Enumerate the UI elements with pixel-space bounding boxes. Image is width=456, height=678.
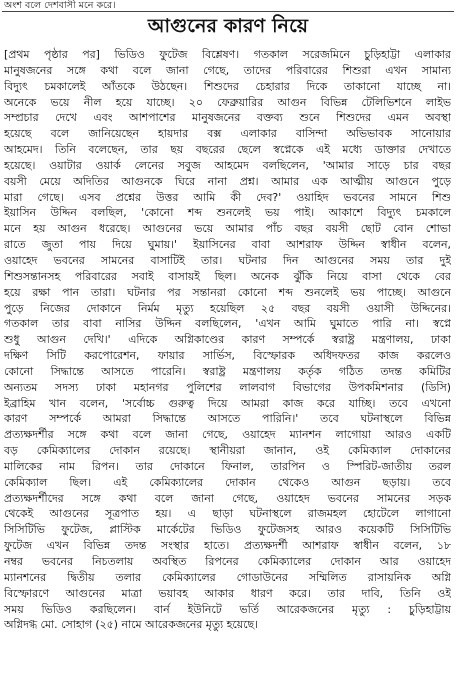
article-line: অগ্নিদগ্ধ মো. সোহাগ (২৫) নামে আরেকজনের মৃত্যু হয়েছে। xyxy=(4,618,258,632)
article-line: কারণ সম্পর্কে আমরা সিদ্ধান্তে আসতে পারিনি।' তবে ঘটনাস্থলে বিভিন্ন xyxy=(4,412,451,426)
article-line: ওয়াহেদ ভবনের সামনের বাসাটিই তার। ঘটনার দিন আগুনের সময় তার দুই xyxy=(4,253,451,267)
article-line: ইব্রাহিম খান বলেন, 'সর্বোচ্চ গুরুত্ব দিয়ে আমরা কাজ করে যাচ্ছি। তবে এখনো xyxy=(4,396,451,410)
article-headline: আগুনের কারণ নিয়ে xyxy=(147,15,309,37)
article-line: নম্বর ভবনের নিচতলায় অবস্থিত রিপনের কেমিক্যালের দোকান আর ওয়াহেদ xyxy=(4,555,451,568)
article-line: মানুষজনের সঙ্গে কথা বলে জানা গেছে, তাদের পরিবারের শিশুরা এখন সামান্য xyxy=(4,63,451,77)
article-line: সময় ভিডিও করছিলেন। বার্ন ইউনিটে ভর্তি আরেকজনের মৃত্যু : চুড়িহাট্টায় xyxy=(4,602,451,616)
article-line: [প্রথম পৃষ্ঠার পর] ভিডিও ফুটেজ বিশ্লেষণ। গতকাল সরেজমিনে চুড়িহাট্টা এলাকার xyxy=(4,48,451,61)
article-line: শুধু আগুন দেখি।' এদিকে অগ্নিকাণ্ডের কারণ সম্পর্কে স্বরাষ্ট্র মন্ত্রণালয়, ঢাকা xyxy=(4,333,451,347)
article-line: বয়সী মেয়ে অদিতির আগুনকে ঘিরে নানা প্রশ্ন। আমার এক আত্মীয় আগুনে পুড়ে xyxy=(4,174,451,188)
previous-article-fragment: অংশ বলে দেশবাসী মনে করে। xyxy=(4,0,116,11)
article-line: পুড়ে নিজের দোকানে নির্মম মৃত্যু হয়েছিল ২৫ বছর বয়সী ওয়াসী উদ্দিনের। xyxy=(4,301,451,315)
article-line: অনেকে ভয়ে নীল হয়ে যাচ্ছে। ২০ ফেব্রুয়ারির আগুন বিভিন্ন টেলিভিশনে লাইভ xyxy=(4,95,451,109)
article-line: আহমেদ। তিনি বলেছেন, তার ছয় বছরের ছেলে স্বপ্নেকে এই মধ্যে ডাক্তার দেখাতে xyxy=(4,143,451,157)
article-line: মারা গেছে। এসব প্রশ্নের উত্তর আমি কী দেব?' ওয়াহিদ ভবনের সামনে শিশু xyxy=(4,190,451,204)
article-line: বড় কেমিক্যালের দোকান রয়েছে। স্থানীয়রা জানান, ওই কেমিক্যাল দোকানের xyxy=(4,444,451,458)
article-line: মালিকের নাম রিপন। তার দোকানে ফিনাল, তারপিন ও স্পিরিট-জাতীয় তরল xyxy=(4,459,451,473)
article-line: বিদ্যুৎ চমকালেই আঁতকে উঠছেন। শিশুদের চেহারার দিকে তাকানো যাচ্ছে না। xyxy=(4,79,451,93)
article-line: থেকেই আগুনের সূত্রপাত হয়। এ ছাড়া ঘটনাস্থলে রাজমহল হোটেলে লাগানো xyxy=(4,507,451,521)
article-line: প্রত্যক্ষদর্শীর সঙ্গে কথা বলে জানা গেছে, ওয়াহেদ ম্যানশন লাগোয়া আরও একটি xyxy=(4,428,451,442)
article-line: কেমিক্যাল ছিল। এই কেমিক্যালের দোকান থেকেও আগুন ছড়ায়। তবে xyxy=(4,475,451,489)
headline-block xyxy=(0,12,456,44)
article-line: রাতে জুতা পায় দিয়ে ঘুমায়।' ইয়াসিনের বাবা আশরাফ উদ্দিন স্বাধীন বলেন, xyxy=(4,238,451,252)
article-line: শিশুসন্তানসহ পরিবারের সবাই বাসায়ই ছিল। অনেক ঝুঁকি নিয়ে বাসা থেকে বের xyxy=(4,269,451,283)
article-line: দক্ষিণ সিটি করপোরেশন, ফায়ার সার্ভিস, বিস্ফোরক অধিদফতর কাজ করলেও xyxy=(4,349,451,363)
article-line: গতকাল তার বাবা নাসির উদ্দিন বলছিলেন, 'এখন আমি ঘুমাতে পারি না। স্বপ্নে xyxy=(4,317,451,331)
article-line: ফুটেজ এখন বিভিন্ন তদন্ত সংস্থার হাতে। প্রত্যক্ষদর্শী আশরাফ স্বাধীন বলেন, ১৮ xyxy=(4,539,451,553)
article-line: হয়ে রক্ষা পান তারা। ঘটনার পর সন্তানরা কোনো শব্দ শুনলেই ভয় পাচ্ছে। আগুনে xyxy=(4,285,451,299)
article-line: বিস্ফোরণে আগুনের মাত্রা ভয়াবহ আকার ধারণ করে। তার দাবি, তিনি ওই xyxy=(4,586,451,600)
article-line: সিসিটিভি ফুটেজ, প্লাস্টিক মার্কেটের ভিডিও ফুটেজসহ আরও কয়েকটি সিসিটিভি xyxy=(4,523,451,537)
article-line: প্রত্যক্ষদর্শীদের সঙ্গে কথা বলে জানা গেছে, ওয়াহেদ ভবনের সামনের সড়ক xyxy=(4,491,451,505)
article-line: অন্যতম সদস্য ঢাকা মহানগর পুলিশের লালবাগ বিভাগের উপকমিশনার (ডিসি) xyxy=(4,380,451,394)
article-line: কোনো সিদ্ধান্তে আসতে পারেনি। স্বরাষ্ট্র মন্ত্রণালয় কর্তৃক গঠিত তদন্ত কমিটির xyxy=(4,364,451,378)
article-line: হয়েছে। ওয়াটার ওয়ার্ক লেনের সবুজ আহমেদ বলছিলেন, 'আমার সাড়ে চার বছর xyxy=(4,158,451,172)
article-body xyxy=(4,47,451,675)
article-line: ম্যানশনের দ্বিতীয় তলার কেমিক্যালের গোডাউনের সম্মিলিত রাসায়নিক অগ্নি xyxy=(4,570,451,584)
article-line: ইয়াসিন উদ্দিন বলছিল, 'কোনো শব্দ শুনলেই ভয় পাই। আকাশে বিদ্যুৎ চমকালে xyxy=(4,206,451,220)
article-line: হয়েছে বলে জানিয়েছেন হায়দার বক্স এলাকার বাসিন্দা অভিভাবক সানোয়ার xyxy=(4,127,451,141)
article-line: মনে হয় আগুন ধরেছে। আগুনের ভয়ে আমার পাঁচ বছর বয়সী ছোট বোন শোভা xyxy=(4,222,451,236)
article-line: সম্প্রচার দেখে এবং আশপাশের মানুষজনের বক্তব্য শুনে শিশুদের এমন অবস্থা xyxy=(4,111,451,125)
